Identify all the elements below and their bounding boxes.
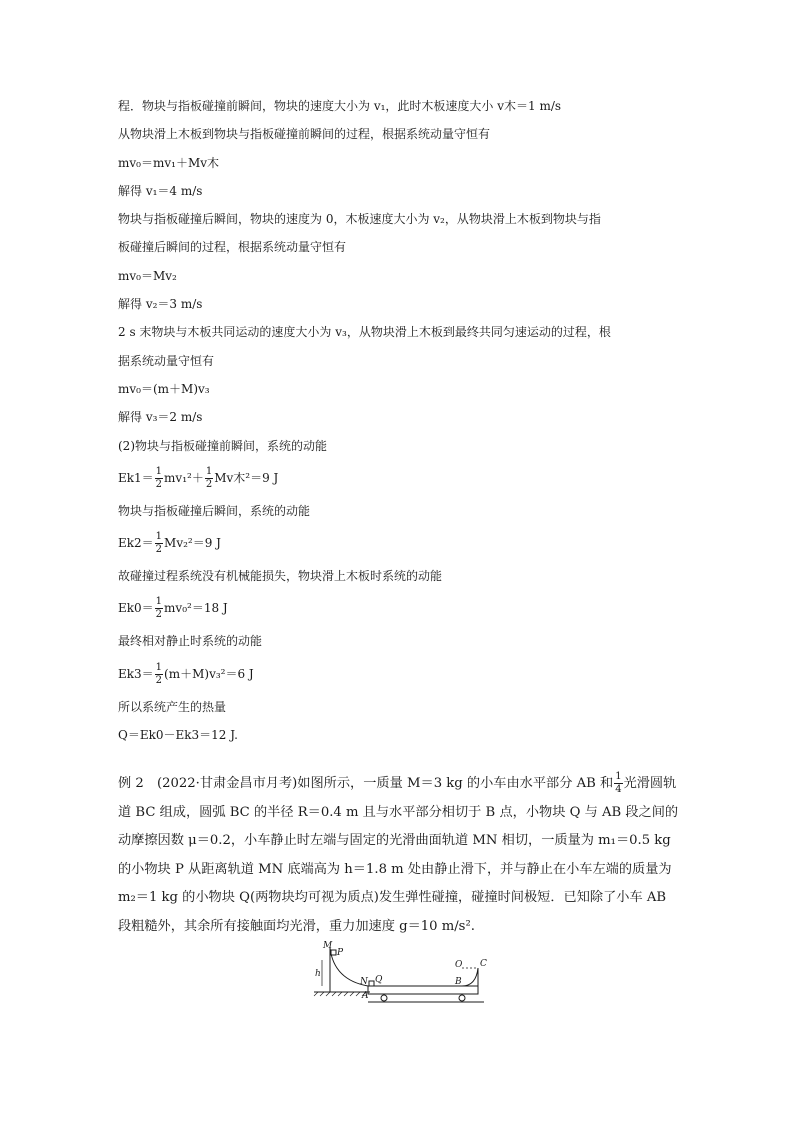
- text-line: 故碰撞过程系统没有机械能损失，物块滑上木板时系统的动能: [118, 569, 443, 584]
- text-line: 据系统动量守恒有: [118, 353, 215, 368]
- example-line: 的小物块 P 从距离轨道 MN 底端高为 h＝1.8 m 处由静止滑下，并与静止在小车左端的质量为: [118, 861, 672, 877]
- label-p: P: [337, 948, 344, 958]
- wheel-right: [459, 995, 465, 1001]
- fraction: $\frac{1}{4}$: [615, 771, 622, 795]
- physics-diagram: [312, 940, 492, 1008]
- equation-ek0: [118, 590, 688, 627]
- arc-bc: [462, 968, 478, 986]
- eq-term: Mv₂²＝9 J: [164, 536, 221, 551]
- cart-body: [368, 986, 478, 994]
- text-line: (2)物块与指板碰撞前瞬间，系统的动能: [118, 438, 327, 453]
- example-problem: [118, 770, 683, 942]
- equation-ek2: [118, 525, 688, 562]
- fraction: $\frac{1}{2}$: [205, 465, 213, 490]
- text-line: 从物块滑上木板到物块与指板碰撞前瞬间的过程，根据系统动量守恒有: [118, 127, 491, 142]
- example-line: 动摩擦因数 μ＝0.2，小车静止时左端与固定的光滑曲面轨道 MN 相切，一质量为 m₁＝0.5 kg: [118, 833, 671, 849]
- equation-line: mv₀＝mv₁＋Mv木: [118, 155, 220, 170]
- fraction: $\frac{1}{2}$: [155, 661, 163, 686]
- equation-line: mv₀＝(m＋M)v₃: [118, 381, 210, 396]
- label-m: M: [323, 941, 333, 951]
- label-o: O: [455, 960, 463, 970]
- fraction: $\frac{1}{2}$: [155, 465, 163, 490]
- solution-text: [118, 92, 688, 749]
- equation-line: Q＝Ek0－Ek3＝12 J.: [118, 728, 238, 743]
- example-line: 道 BC 组成，圆弧 BC 的半径 R＝0.4 m 且与水平部分相切于 B 点，小物块 Q 与 AB 段之间的: [118, 804, 679, 820]
- eq-term: mv₁²＋: [164, 470, 204, 485]
- label-q: Q: [375, 975, 383, 985]
- text-line: 解得 v₁＝4 m/s: [118, 183, 203, 198]
- text-line: 物块与指板碰撞后瞬间，物块的速度为 0，木板速度大小为 v₂，从物块滑上木板到物块与指: [118, 212, 601, 227]
- label-c: C: [480, 959, 487, 969]
- eq-lhs: Ek2＝: [118, 536, 154, 551]
- eq-term: (m＋M)v₃²＝6 J: [164, 666, 254, 681]
- fraction: $\frac{1}{2}$: [155, 596, 163, 621]
- text-line: 解得 v₂＝3 m/s: [118, 297, 203, 312]
- eq-lhs: Ek3＝: [118, 666, 154, 681]
- eq-lhs: Ek0＝: [118, 601, 154, 616]
- eq-lhs: Ek1＝: [118, 470, 154, 485]
- label-n: N: [360, 977, 368, 987]
- text-line: 所以系统产生的热量: [118, 699, 227, 714]
- label-a: A: [362, 991, 369, 1001]
- example-line: 例 2 (2022·甘肃金昌市月考)如图所示，一质量 M＝3 kg 的小车由水平部分 AB 和 $\frac{1}{4}$ 光滑圆轨: [118, 771, 677, 795]
- text-line: 2 s 末物块与木板共同运动的速度大小为 v₃，从物块滑上木板到最终共同匀速运动的过程，根: [118, 325, 611, 340]
- ground-hatch: [314, 992, 366, 996]
- wheel-left: [381, 995, 387, 1001]
- eq-term: mv₀²＝18 J: [164, 601, 228, 616]
- text-line: 物块与指板碰撞后瞬间，系统的动能: [118, 503, 311, 518]
- equation-ek3: [118, 656, 688, 693]
- equation-line: mv₀＝Mv₂: [118, 268, 177, 283]
- example-line: m₂＝1 kg 的小物块 Q(两物块均可视为质点)发生弹性碰撞，碰撞时间极短．已知除了小车 AB: [118, 890, 667, 906]
- fraction: $\frac{1}{2}$: [155, 531, 163, 556]
- text-line: 程．物块与指板碰撞前瞬间，物块的速度大小为 v₁，此时木板速度大小 v木＝1 m/s: [118, 99, 562, 113]
- eq-term: Mv木²＝9 J: [214, 470, 279, 485]
- text-line: 最终相对静止时系统的动能: [118, 634, 263, 649]
- label-b: B: [455, 977, 462, 987]
- text-line: 解得 v₃＝2 m/s: [118, 410, 203, 425]
- label-h: h: [315, 969, 321, 979]
- equation-ek1: [118, 460, 688, 497]
- text-line: 板碰撞后瞬间的过程，根据系统动量守恒有: [118, 240, 347, 255]
- block-q: [369, 981, 374, 986]
- example-line: 段粗糙外，其余所有接触面均光滑，重力加速度 g＝10 m/s².: [118, 918, 475, 934]
